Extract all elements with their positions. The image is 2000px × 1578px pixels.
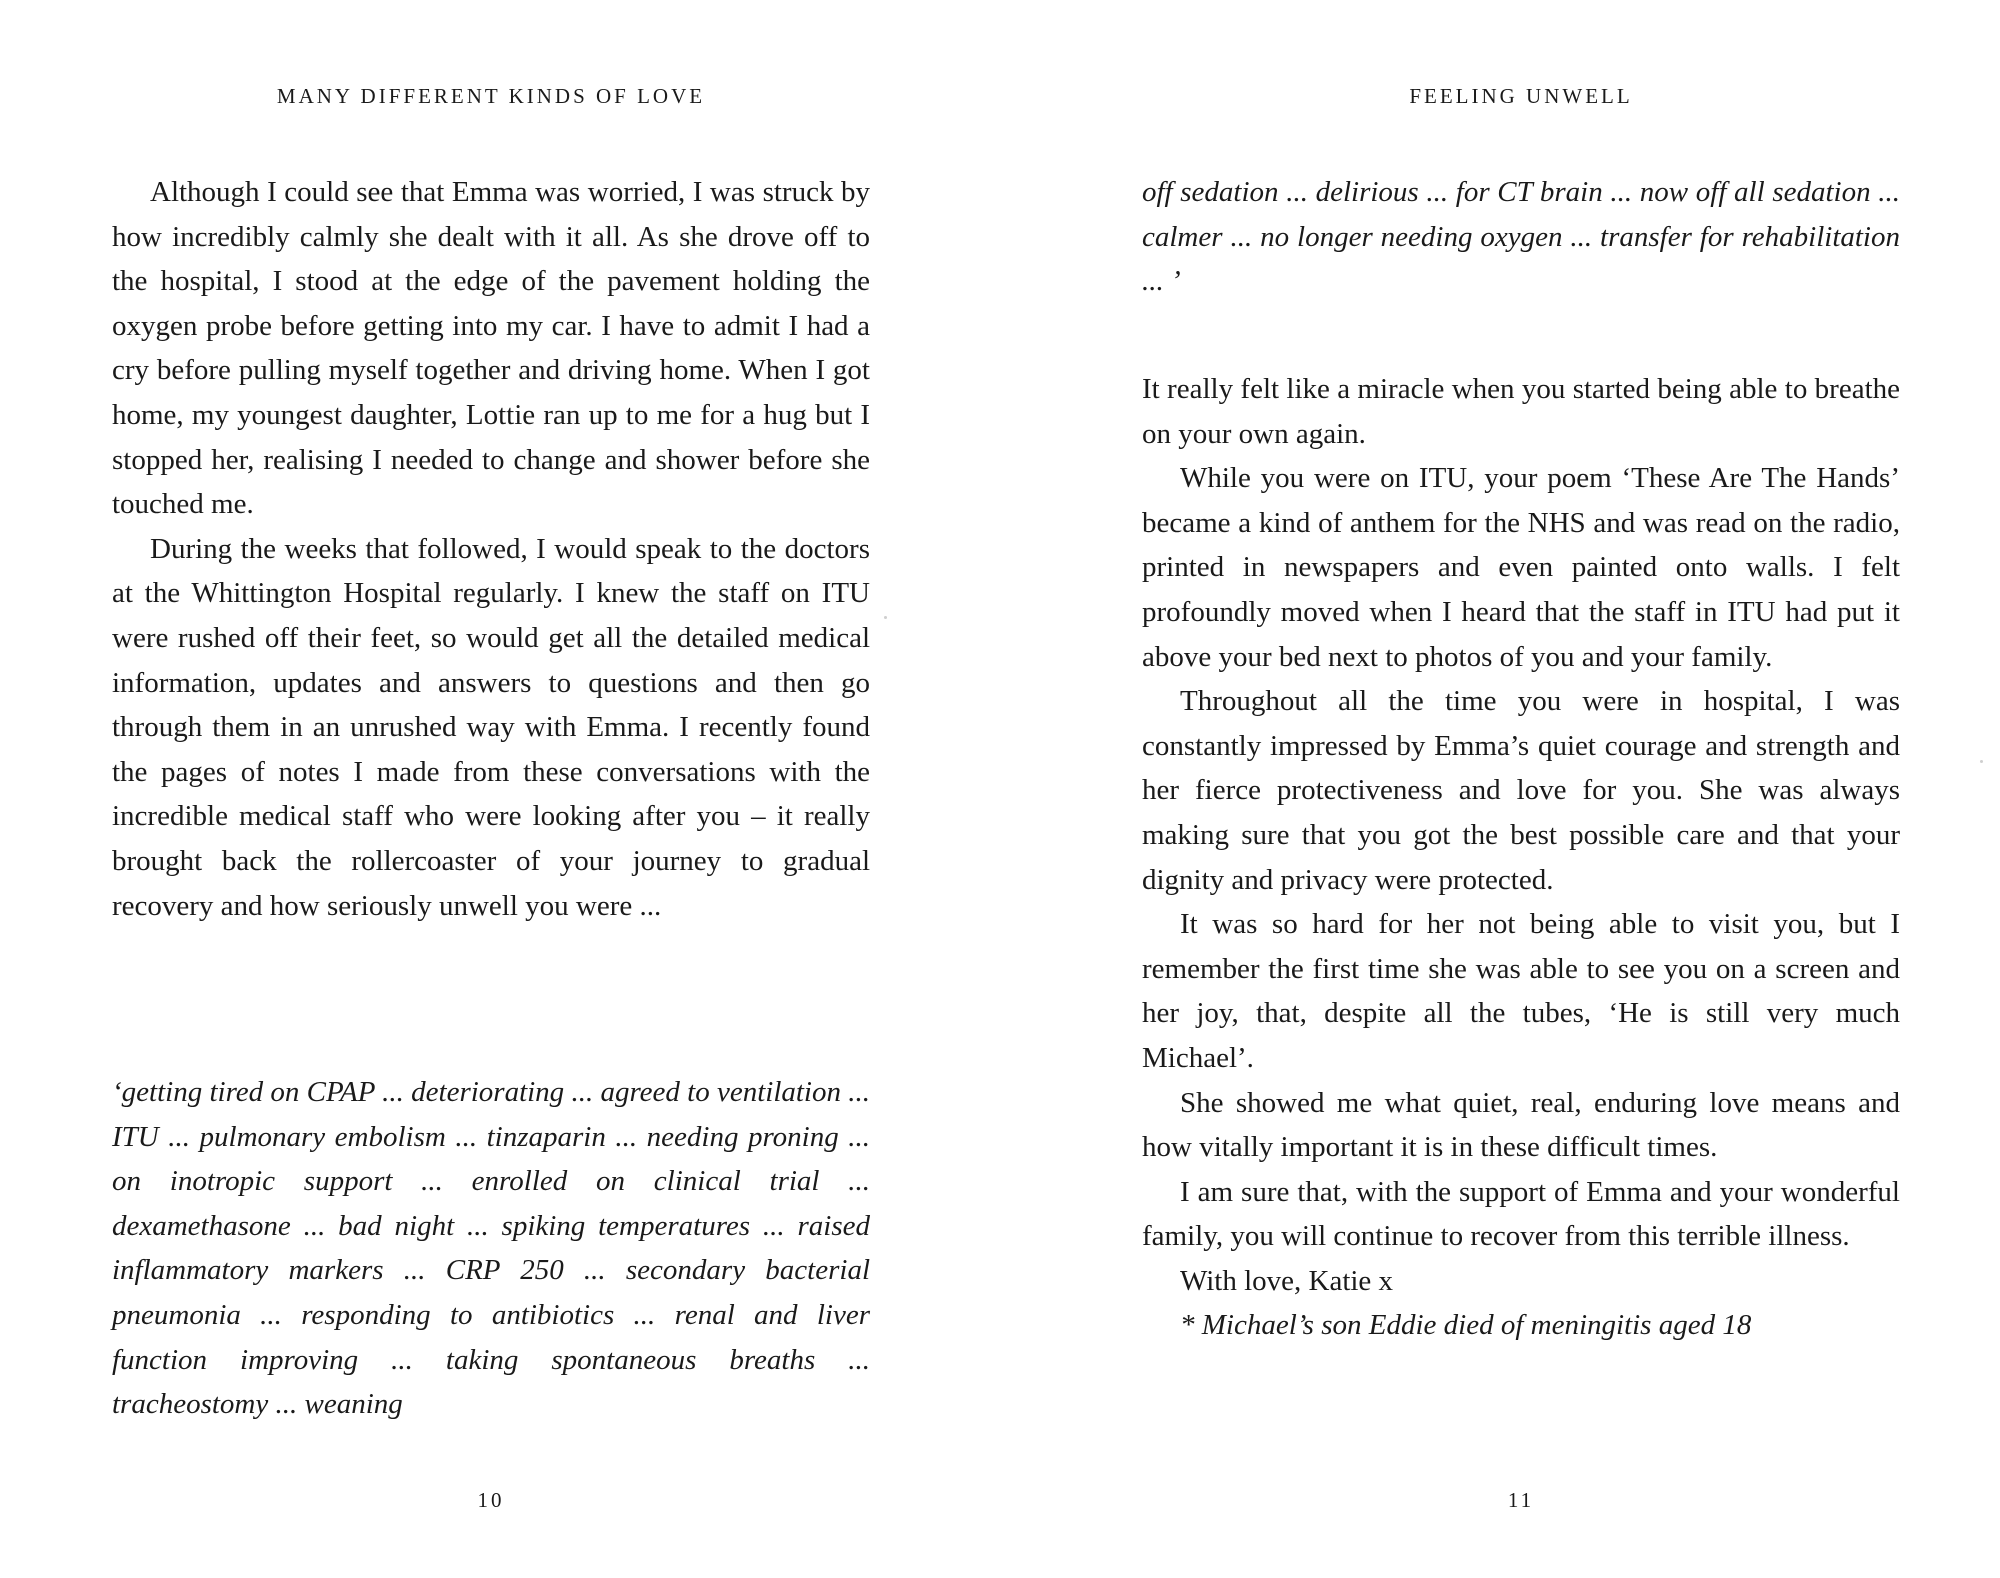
right-paragraph-3: Throughout all the time you were in hospital, I was constantly impressed by Emma’s quiet courage and strength and her fierce protectiveness and love for you. She was always making sure that you got the best possible care and that your dignity and privacy were protected. — [1142, 685, 1900, 896]
right-notes-block — [1142, 170, 1900, 304]
left-running-head: MANY DIFFERENT KINDS OF LOVE — [276, 84, 706, 108]
left-body-text — [112, 170, 870, 928]
left-notes-block — [112, 1070, 870, 1427]
paper-speck — [884, 616, 887, 619]
right-paragraph-1: It really felt like a miracle when you started being able to breathe on your own again. — [1142, 373, 1900, 450]
left-notes-quote: ‘getting tired on CPAP ... deteriorating ... agreed to ventilation ... ITU ... pulmonary embolism ... tinzaparin ... needing proning ... on inotropic support ... enrolled on clinical trial ... dexamethasone ... bad night ... spiking temperatures ... raised inflammatory markers ... CRP 250 ... secondary bacterial pneumonia ... responding to antibiotics ... renal and liver function improving ... taking spontaneous breaths ... tracheostomy ... weaning — [112, 1076, 870, 1421]
right-running-head: FEELING UNWELL — [1409, 84, 1633, 108]
right-signoff: With love, Katie x — [1180, 1264, 1394, 1297]
right-body-text — [1142, 367, 1900, 1348]
left-paragraph-2: During the weeks that followed, I would speak to the doctors at the Whittington Hospital regularly. I knew the staff on ITU were rushed off their feet, so would get all the detailed medical information, updates and answers to questions and then go through them in an unrushed way with Emma. I recently found the pages of notes I made from these conversations with the incredible medical staff who were looking after you – it really brought back the rollercoaster of your journey to gradual recovery and how seriously unwell you were ... — [112, 532, 870, 922]
right-paragraph-2: While you were on ITU, your poem ‘These Are The Hands’ became a kind of anthem for the NHS and was read on the radio, printed in newspapers and even painted onto walls. I felt profoundly moved when I heard that the staff in ITU had put it above your bed next to photos of you and your family. — [1142, 462, 1900, 673]
right-page-number: 11 — [1507, 1488, 1535, 1512]
right-page — [1000, 0, 2000, 1578]
right-paragraph-4: It was so hard for her not being able to visit you, but I remember the first time she was able to see you on a screen and her joy, that, despite all the tubes, ‘He is still very much Michael’. — [1142, 908, 1900, 1074]
right-notes-quote-continued: off sedation ... delirious ... for CT brain ... now off all sedation ... calmer ... no longer needing oxygen ... transfer for rehabilitation ... ’ — [1142, 176, 1900, 298]
left-paragraph-1: Although I could see that Emma was worried, I was struck by how incredibly calmly she dealt with it all. As she drove off to the hospital, I stood at the edge of the pavement holding the oxygen probe before getting into my car. I have to admit I had a cry before pulling myself together and driving home. When I got home, my youngest daughter, Lottie ran up to me for a hug but I stopped her, realising I needed to change and shower before she touched me. — [112, 176, 870, 521]
paper-speck — [1980, 760, 1983, 763]
right-paragraph-6: I am sure that, with the support of Emma and your wonderful family, you will continue to recover from this terrible illness. — [1142, 1175, 1900, 1253]
right-footnote: * Michael’s son Eddie died of meningitis aged 18 — [1180, 1309, 1752, 1342]
right-paragraph-5: She showed me what quiet, real, enduring love means and how vitally important it is in these difficult times. — [1142, 1086, 1900, 1164]
left-page-number: 10 — [477, 1488, 505, 1512]
